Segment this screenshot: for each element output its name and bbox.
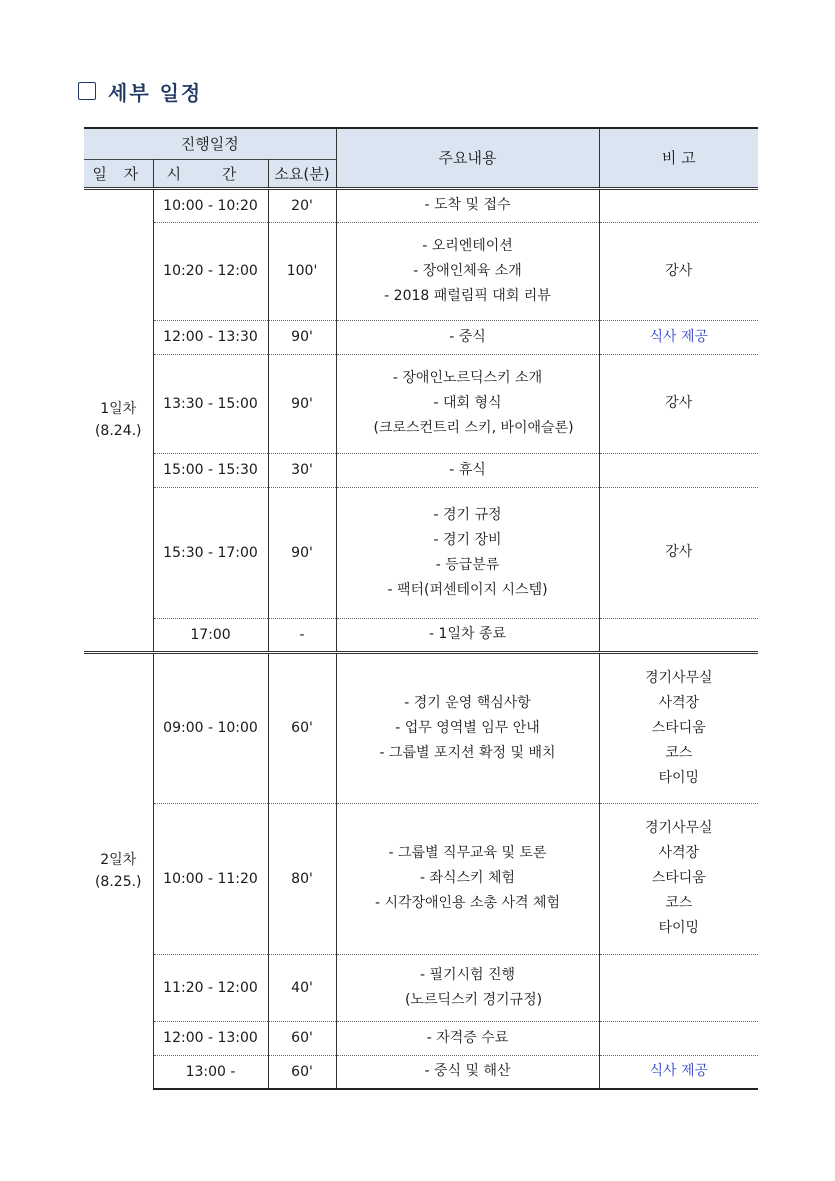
- duration-cell: 90': [268, 487, 336, 618]
- note-line: 코스: [665, 895, 693, 911]
- note-line: 타이밍: [658, 769, 700, 786]
- day-label: 2일차: [100, 852, 137, 869]
- note-cell: [599, 320, 758, 354]
- note-line: 강사: [665, 544, 693, 560]
- content-line: (크로스컨트리 스키, 바이애슬론): [373, 420, 574, 436]
- note-line: 경기사무실: [644, 669, 713, 686]
- duration-cell: 100': [268, 222, 336, 320]
- content-line: - 휴식: [449, 461, 486, 478]
- content-cell: [336, 803, 599, 954]
- content-cell: [336, 954, 599, 1021]
- note-line: 스타디움: [651, 719, 706, 736]
- content-cell: [336, 487, 599, 618]
- time-cell: 17:00: [153, 618, 268, 652]
- note-cell: [599, 453, 758, 487]
- table-row: [84, 188, 758, 222]
- content-line: - 그룹별 직무교육 및 토론: [388, 845, 547, 861]
- note-line: 경기사무실: [644, 820, 713, 836]
- content-cell: [336, 354, 599, 453]
- content-line: - 그룹별 포지션 확정 및 배치: [379, 744, 556, 761]
- content-line: - 장애인체육 소개: [413, 262, 522, 279]
- note-cell: [599, 954, 758, 1021]
- header-note: 비 고: [599, 128, 758, 188]
- time-cell: 09:00 - 10:00: [153, 652, 268, 803]
- content-cell: [336, 1055, 599, 1089]
- content-line: - 중식 및 해산: [424, 1063, 511, 1080]
- content-cell: [336, 453, 599, 487]
- day-cell: [84, 652, 153, 1089]
- content-line: - 경기 장비: [433, 531, 502, 548]
- note-cell: [599, 803, 758, 954]
- content-line: - 대회 형식: [433, 395, 502, 411]
- header-content: 주요내용: [336, 128, 599, 188]
- note-line: 사격장: [658, 845, 700, 861]
- time-cell: 10:00 - 10:20: [153, 188, 268, 222]
- duration-cell: 80': [268, 803, 336, 954]
- duration-cell: 20': [268, 188, 336, 222]
- time-cell: 12:00 - 13:00: [153, 1021, 268, 1055]
- note-line: 스타디움: [651, 870, 706, 886]
- schedule-table: [84, 127, 758, 1090]
- note-line: 강사: [665, 395, 693, 411]
- time-cell: 15:00 - 15:30: [153, 453, 268, 487]
- table-row: [84, 803, 758, 954]
- note-cell: [599, 618, 758, 652]
- table-row: [84, 1021, 758, 1055]
- content-cell: [336, 188, 599, 222]
- content-cell: [336, 618, 599, 652]
- note-cell: [599, 354, 758, 453]
- duration-cell: 90': [268, 354, 336, 453]
- content-line: - 팩터(퍼센테이지 시스템): [387, 581, 548, 598]
- header-date: 일 자: [84, 159, 153, 188]
- note-cell: [599, 222, 758, 320]
- time-cell: 13:30 - 15:00: [153, 354, 268, 453]
- note-line: 강사: [665, 262, 693, 279]
- note-line: 타이밍: [658, 920, 700, 936]
- content-line: - 경기 규정: [433, 506, 502, 523]
- day-date: (8.24.): [94, 423, 142, 439]
- time-cell: 15:30 - 17:00: [153, 487, 268, 618]
- note-line: 식사 제공: [649, 1063, 709, 1080]
- content-line: - 등급분류: [435, 556, 500, 573]
- content-line: - 오리엔테이션: [422, 237, 513, 254]
- header-duration: 소요(분): [268, 159, 336, 188]
- time-cell: 13:00 -: [153, 1055, 268, 1089]
- content-cell: [336, 1021, 599, 1055]
- duration-cell: 30': [268, 453, 336, 487]
- table-row: [84, 453, 758, 487]
- table-row: [84, 618, 758, 652]
- duration-cell: -: [268, 618, 336, 652]
- note-cell: [599, 487, 758, 618]
- content-line: - 시각장애인용 소총 사격 체험: [374, 895, 561, 911]
- note-cell: [599, 188, 758, 222]
- section-title-text: 세부 일정: [108, 80, 203, 105]
- note-line: 사격장: [658, 694, 700, 711]
- content-cell: [336, 222, 599, 320]
- table-row: [84, 320, 758, 354]
- content-line: - 2018 패럴림픽 대회 리뷰: [384, 287, 551, 304]
- section-title: [78, 76, 202, 106]
- content-line: - 장애인노르딕스키 소개: [392, 370, 543, 386]
- content-cell: [336, 652, 599, 803]
- day-label: 1일차: [100, 401, 137, 417]
- table-row: [84, 354, 758, 453]
- duration-cell: 90': [268, 320, 336, 354]
- duration-cell: 60': [268, 1055, 336, 1089]
- header-schedule: 진행일정: [84, 128, 336, 159]
- content-line: - 중식: [449, 328, 486, 345]
- table-row: [84, 1055, 758, 1089]
- table-row: [84, 487, 758, 618]
- table-row: [84, 222, 758, 320]
- time-cell: 11:20 - 12:00: [153, 954, 268, 1021]
- content-line: - 자격증 수료: [426, 1029, 509, 1046]
- content-line: - 좌식스키 체험: [419, 870, 516, 886]
- content-line: - 도착 및 접수: [424, 197, 511, 213]
- header-time: 시 간: [153, 159, 268, 188]
- time-cell: 10:20 - 12:00: [153, 222, 268, 320]
- note-line: 코스: [665, 744, 693, 761]
- content-cell: [336, 320, 599, 354]
- note-cell: [599, 652, 758, 803]
- table-row: [84, 954, 758, 1021]
- content-line: - 경기 운영 핵심사항: [404, 694, 531, 711]
- duration-cell: 60': [268, 1021, 336, 1055]
- day-date: (8.25.): [94, 874, 142, 891]
- content-line: - 1일차 종료: [429, 626, 506, 642]
- note-line: 식사 제공: [649, 328, 709, 345]
- checkbox-square-icon: [78, 82, 96, 100]
- time-cell: 10:00 - 11:20: [153, 803, 268, 954]
- content-line: - 필기시험 진행: [419, 966, 516, 983]
- table-row: [84, 652, 758, 803]
- content-line: (노르딕스키 경기규정): [404, 991, 543, 1008]
- duration-cell: 60': [268, 652, 336, 803]
- time-cell: 12:00 - 13:30: [153, 320, 268, 354]
- content-line: - 업무 영역별 임무 안내: [395, 719, 540, 736]
- note-cell: [599, 1055, 758, 1089]
- duration-cell: 40': [268, 954, 336, 1021]
- note-cell: [599, 1021, 758, 1055]
- day-cell: [84, 188, 153, 652]
